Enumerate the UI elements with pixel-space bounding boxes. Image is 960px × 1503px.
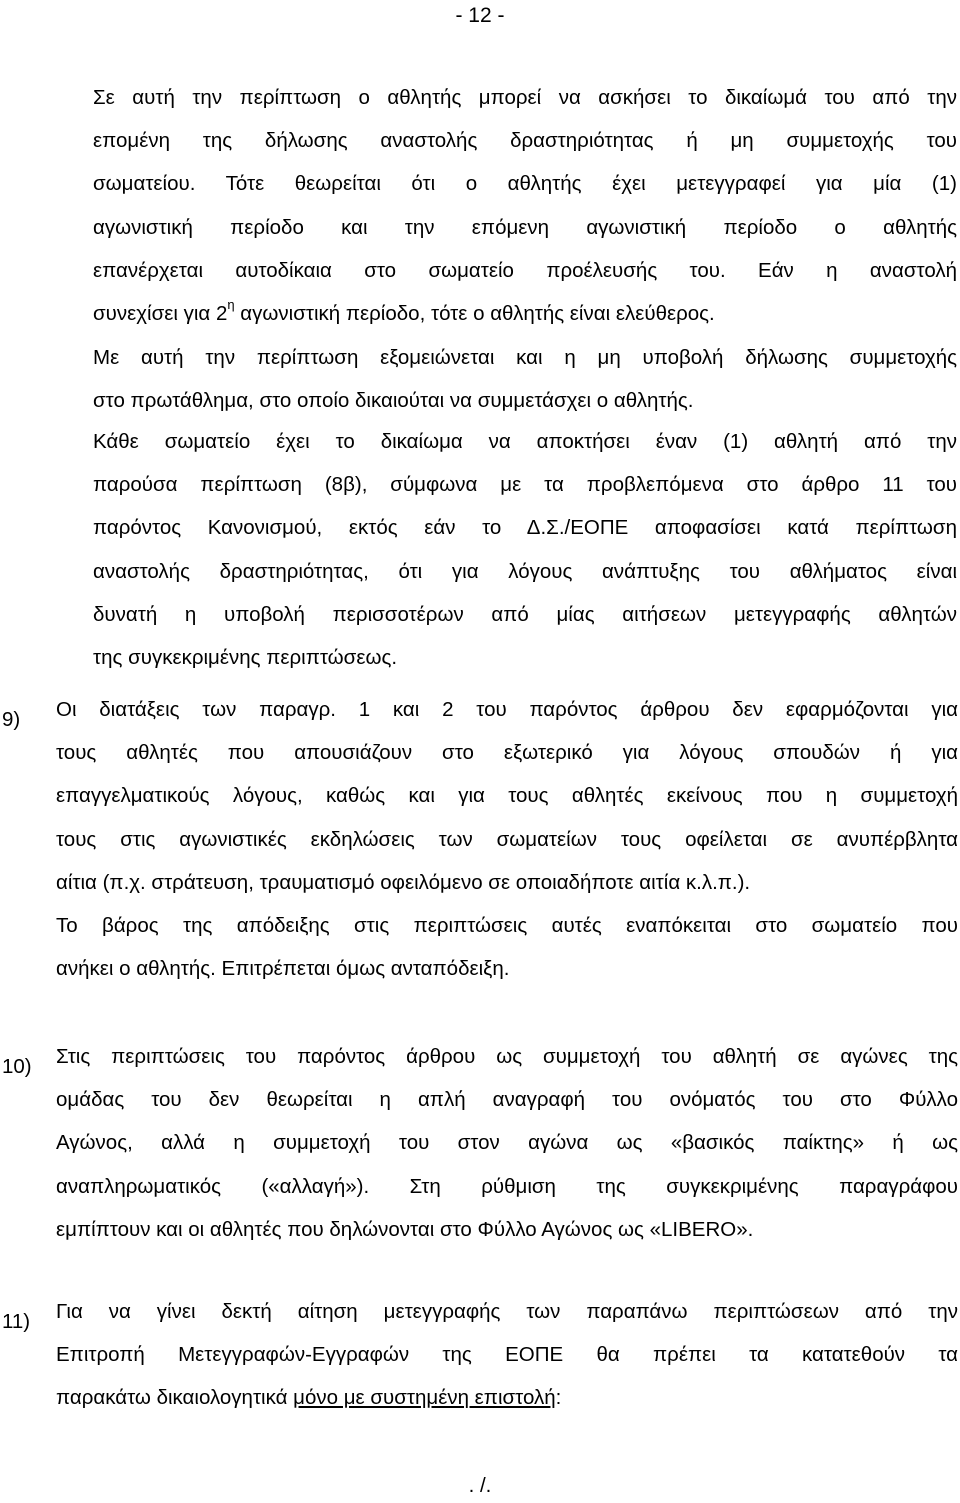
- item-number: 10): [2, 1055, 32, 1078]
- paragraph-athlete-transfer-period: [93, 76, 957, 335]
- text-line: ομάδας του δεν θεωρείται η απλή αναγραφή του ονόματός του στο Φύλλο: [56, 1088, 958, 1112]
- continuation-mark: . /.: [468, 1474, 492, 1497]
- text-line: παρόντος Κανονισμού, εκτός εάν το Δ.Σ./ΕΟΠΕ αποφασίσει κατά περίπτωση: [93, 516, 957, 540]
- item-body: [56, 1300, 958, 1430]
- text-segment: συνεχίσει για 2: [93, 301, 228, 325]
- text-line: παρούσα περίπτωση (8β), σύμφωνα με τα προβλεπόμενα στο άρθρο 11 του: [93, 473, 957, 497]
- paragraph-club-right: [93, 420, 957, 679]
- text-line: τους στις αγωνιστικές εκδηλώσεις των σωματείων τους οφείλεται σε ανυπέρβλητα: [56, 827, 958, 851]
- text-line: δυνατή η υποβολή περισσοτέρων από μίας αιτήσεων μετεγγραφής αθλητών: [93, 602, 957, 626]
- text-line: στο πρωτάθλημα, στο οποίο δικαιούται να συμμετάσχει ο αθλητής.: [93, 389, 694, 413]
- text-line: [93, 292, 957, 335]
- text-line: Σε αυτή την περίπτωση ο αθλητής μπορεί να ασκήσει το δικαίωμά του από την: [93, 86, 957, 109]
- text-line: σωματείου. Τότε θεωρείται ότι ο αθλητής έχει μετεγγραφεί για μία (1): [93, 172, 957, 196]
- text-line: Στις περιπτώσεις του παρόντος άρθρου ως συμμετοχή του αθλητή σε αγώνες της: [56, 1045, 958, 1068]
- page-number: - 12 -: [455, 4, 505, 27]
- text-line: [56, 1386, 958, 1429]
- text-line: ανήκει ο αθλητής. Επιτρέπεται όμως ανταπόδειξη.: [56, 957, 510, 981]
- text-line: τους αθλητές που απουσιάζουν στο εξωτερικό για λόγους σπουδών ή για: [56, 741, 958, 765]
- paragraph-non-submission: [93, 336, 957, 422]
- text-segment: αγωνιστική περίοδο, τότε ο αθλητής είναι ελεύθερος.: [234, 301, 715, 325]
- underlined-text: μόνο με συστημένη επιστολή: [293, 1386, 556, 1410]
- item-body: [56, 698, 958, 1000]
- text-line: Το βάρος της απόδειξης στις περιπτώσεις αυτές εναπόκειται στο σωματείο που: [56, 913, 958, 937]
- text-line: Κάθε σωματείο έχει το δικαίωμα να αποκτήσει έναν (1) αθλητή από την: [93, 430, 957, 453]
- item-number: 11): [2, 1310, 31, 1333]
- text-line: αναστολής δραστηριότητας, ότι για λόγους ανάπτυξης του αθλήματος είναι: [93, 559, 957, 583]
- text-line: επανέρχεται αυτοδίκαια στο σωματείο προέλευσής του. Εάν η αναστολή: [93, 258, 957, 282]
- text-line: Για να γίνει δεκτή αίτηση μετεγγραφής των παραπάνω περιπτώσεων από την: [56, 1300, 958, 1323]
- text-line: Επιτροπή Μετεγγραφών-Εγγραφών της ΕΟΠΕ θα πρέπει τα κατατεθούν τα: [56, 1343, 958, 1367]
- item-body: [56, 1045, 958, 1261]
- text-line: αναπληρωματικός («αλλαγή»). Στη ρύθμιση της συγκεκριμένης παραγράφου: [56, 1174, 958, 1198]
- text-line: Με αυτή την περίπτωση εξομειώνεται και η μη υποβολή δήλωσης συμμετοχής: [93, 346, 957, 369]
- text-line: επαγγελματικούς λόγους, καθώς και για τους αθλητές εκείνους που η συμμετοχή: [56, 784, 958, 808]
- text-line: εμπίπτουν και οι αθλητές που δηλώνονται στο Φύλλο Αγώνος ως «LIBERO».: [56, 1217, 754, 1241]
- text-line: επομένη της δήλωσης αναστολής δραστηριότητας ή μη συμμετοχής του: [93, 129, 957, 153]
- superscript: η: [227, 296, 235, 312]
- text-line: της συγκεκριμένης περιπτώσεως.: [93, 645, 398, 669]
- text-line: Αγώνος, αλλά η συμμετοχή του στον αγώνα ως «βασικός παίκτης» ή ως: [56, 1131, 958, 1155]
- text-segment: παρακάτω δικαιολογητικά: [56, 1386, 294, 1410]
- text-line: Οι διατάξεις των παραγρ. 1 και 2 του παρόντος άρθρου δεν εφαρμόζονται για: [56, 698, 958, 721]
- text-segment: :: [555, 1386, 562, 1410]
- text-line: αίτια (π.χ. στράτευση, τραυματισμό οφειλόμενο σε οποιαδήποτε αιτία κ.λ.π.).: [56, 870, 751, 894]
- text-line: αγωνιστική περίοδο και την επόμενη αγωνιστική περίοδο ο αθλητής: [93, 215, 957, 239]
- item-number: 9): [2, 708, 21, 731]
